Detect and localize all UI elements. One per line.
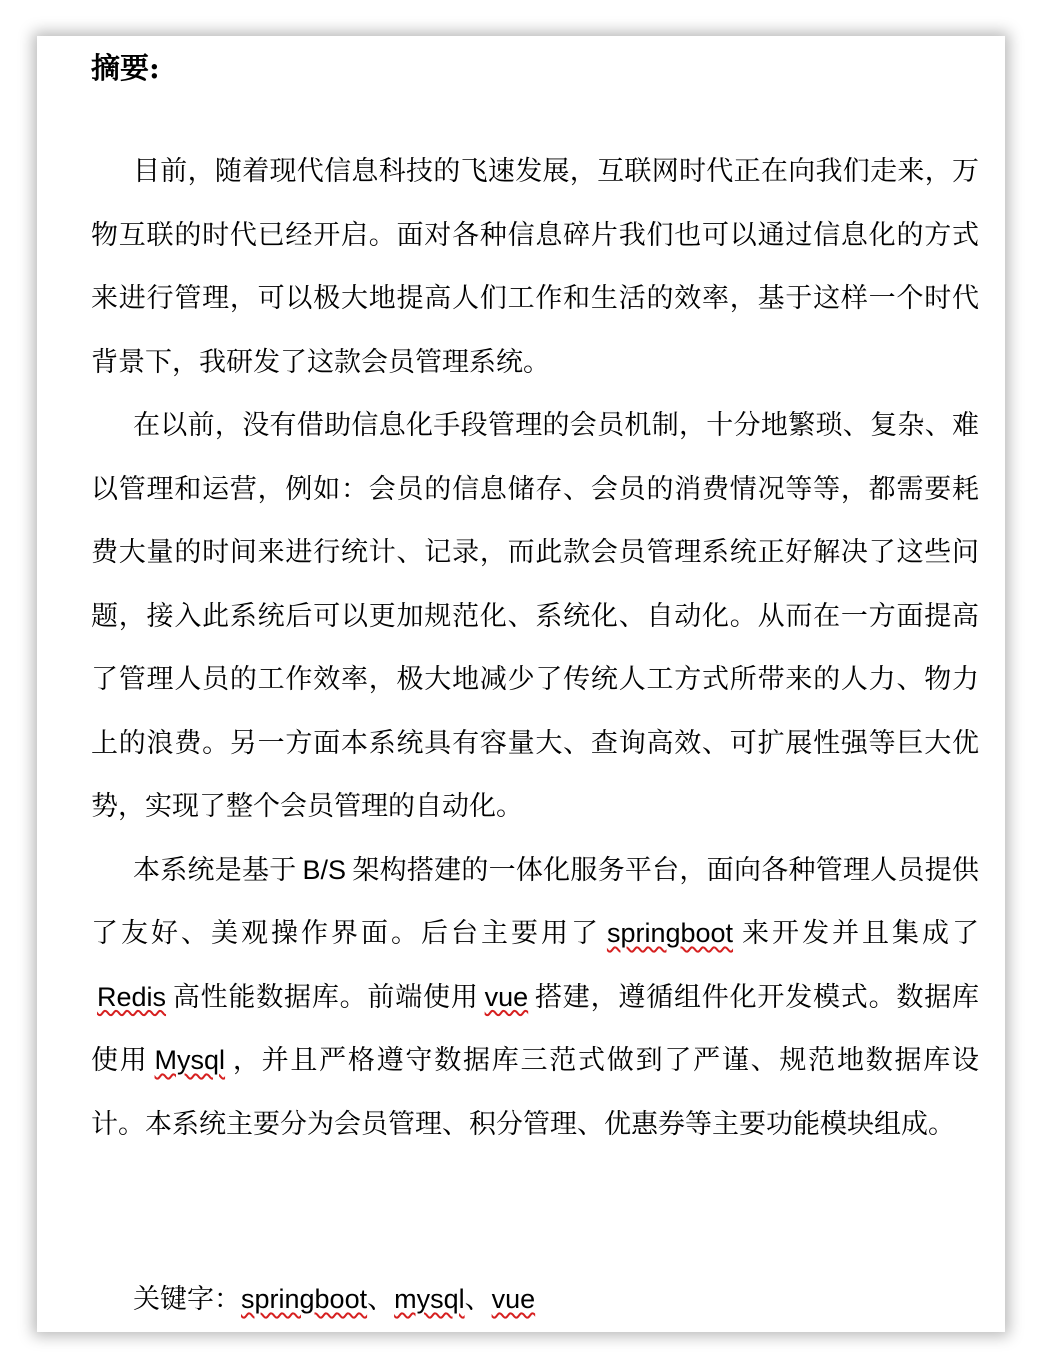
keyword-springboot[interactable]: springboot [241, 1284, 368, 1314]
paragraph-text: 来开发并且集成了 [739, 918, 980, 949]
document-page [37, 36, 1005, 1332]
keyword-separator: 、 [367, 1284, 395, 1315]
spellcheck-word[interactable]: Mysql [154, 1045, 226, 1075]
paragraph-text: 目前，随着现代信息科技的飞速发展，互联网时代正在向我们走来，万物互联的时代已经开启。面对各种信息碎片我们也可以通过信息化的方式来进行管理，可以极大地提高人们工作和生活的效率，基于这样一个时代背景下，我研发了这款会员管理系统。 [91, 156, 979, 378]
paragraph-text: 本系统是基于 [133, 854, 297, 886]
keywords-label: 关键字： [133, 1284, 241, 1315]
spellcheck-word[interactable]: springboot [606, 918, 734, 948]
abstract-paragraph-3 [91, 839, 979, 1157]
paragraph-text: 高性能数据库。前端使用 [172, 981, 479, 1013]
abstract-paragraph-2 [91, 394, 979, 839]
spellcheck-word[interactable]: Redis [97, 981, 167, 1012]
term-mysql [149, 1045, 232, 1075]
abstract-body [91, 140, 979, 1156]
keyword-separator: 、 [464, 1284, 492, 1315]
abstract-paragraph-1 [91, 140, 979, 394]
term-vue [479, 982, 535, 1012]
paragraph-text: ，并且严格遵守数据库三范式做到了严谨、规范地数据库设计。本系统主要分为会员管理、积分管理、优惠券等主要功能模块组成。 [91, 1045, 980, 1140]
paragraph-text: 架构搭建的一体化服务平台，面向各种管理人员提供了友好、美观操作界面。后台主要用了 [91, 854, 980, 949]
keywords-line [133, 1279, 535, 1320]
paragraph-text: 搭建，遵循组件化开发模式。数据库使用 [91, 981, 979, 1076]
keyword-vue[interactable]: vue [491, 1284, 536, 1314]
spellcheck-word[interactable]: vue [484, 981, 529, 1012]
term-bs: B/S [302, 854, 347, 885]
paragraph-text: 在以前，没有借助信息化手段管理的会员机制，十分地繁琐、复杂、难以管理和运营，例如：会员的信息储存、会员的消费情况等等，都需要耗费大量的时间来进行统计、记录，而此款会员管理系统正好解决了这些问题，接入此系统后可以更加规范化、系统化、自动化。从而在一方面提高了管理人员的工作效率，极大地减少了传统人工方式所带来的人力、物力上的浪费。另一方面本系统具有容量大、查询高效、可扩展性强等巨大优势，实现了整个会员管理的自动化。 [91, 410, 979, 822]
keyword-mysql[interactable]: mysql [394, 1284, 465, 1314]
abstract-heading: 摘要: [91, 51, 160, 85]
term-redis [91, 982, 172, 1012]
term-springboot [601, 918, 739, 948]
